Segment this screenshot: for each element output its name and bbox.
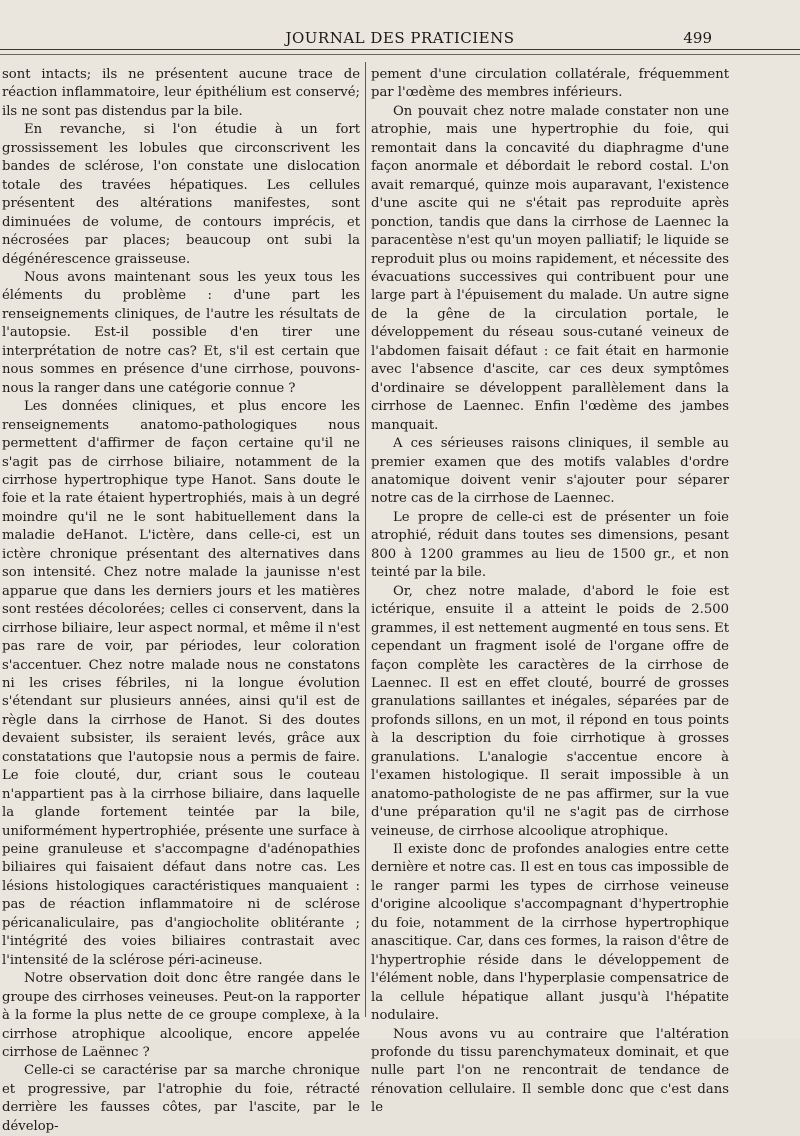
paragraph: sont intacts; ils ne présentent aucune trace de réaction inflammatoire, leur épithélium est conservé; ils ne sont pas distendus par la bile. [2,67,360,119]
paragraph: Notre observation doit donc être rangée dans le groupe des cirrhoses veineuses. Peut-on la rapporter à la forme la plus nette de ce groupe complexe, à la cirrhose atrophique alcoolique, encore appelée cirrhose de Laënnec ? [2,971,360,1061]
paragraph: En revanche, si l'on étudie à un fort grossissement les lobules que circonscrivent les bandes de sclérose, l'on constate une dislocation totale des travées hépatiques. Les cellules présentent des altérations manifestes, sont diminuées de volume, de contours imprécis, et nécrosées par places; beaucoup ont subi la dégénérescence graisseuse. [2,122,360,267]
paragraph: Les données cliniques, et plus encore les renseignements anatomo-pathologiques nous permettent d'affirmer de façon certaine qu'il ne s'agit pas de cirrhose biliaire, notamment de la cirrhose hypertrophique type Hanot. Sans doute le foie et la rate étaient hypertrophiés, mais à un degré moindre qu'il ne le sont habituellement dans la maladie deHanot. L'ictère, dans celle-ci, est un ictère chronique présentant des alternatives dans son intensité. Chez notre malade la jaunisse n'est apparue que dans les derniers jours et les matières sont restées décolorées; celles ci conservent, dans la cirrhose biliaire, leur aspect normal, et même il n'est pas rare de voir, par périodes, leur coloration s'accentuer. Chez notre malade nous ne constatons ni les crises fébriles, ni la longue évolution s'étendant sur plusieurs années, ainsi qu'il est de règle dans la cirrhose de Hanot. Si des doutes devaient subsister, ils seraient levés, grâce aux constatations que l'autopsie nous a permis de faire. Le foie clouté, dur, criant sous le couteau n'appartient pas à la cirrhose biliaire, dans laquelle la glande fortement teintée par la bile, uniformément hypertrophiée, présente une surface à peine granuleuse et s'accompagne d'adénopathies biliaires qui faisaient défaut dans notre cas. Les lésions histologiques caractéristiques manquaient : pas de réaction inflammatoire ni de sclérose péricanaliculaire, pas d'angiocholite oblitérante ; l'intégrité des voies biliaires contrastait avec l'intensité de la sclérose péri-acineuse. [2,399,360,968]
paragraph: Or, chez notre malade, d'abord le foie est ictérique, ensuite il a atteint le poids de 2.500 grammes, il est nettement augmenté en tous sens. Et cependant un fragment isolé de l'organe offre de façon complète les caractères de la cirrhose de Laennec. Il est en effet clouté, bourré de grosses granulations saillantes et inégales, séparées par de profonds sillons, en un mot, il répond en tous points à la description du foie cirrhotique à grosses granulations. L'analogie s'accentue encore à l'examen histologique. Il serait impossible à un anatomo-pathologiste de ne pas affirmer, sur la vue d'une préparation qu'il ne s'agit pas de cirrhose veineuse, de cirrhose alcoolique atrophique. [371,583,729,839]
journal-title: JOURNAL DES PRATICIENS [285,29,515,47]
paragraph: Il existe donc de profondes analogies entre cette dernière et notre cas. Il est en tous cas impossible de le ranger parmi les types de cirrhose veineuse d'origine alcoolique s'accompagnant d'hypertrophie du foie, notamment de la cirrhose hypertrophique anascitique. Car, dans ces formes, la raison d'être de l'hypertrophie réside dans le développement de l'élément noble, dans l'hyperplasie compensatrice de la cellule hépatique allant jusqu'à l'hépatite nodulaire. [371,842,729,1024]
paragraph: On pouvait chez notre malade constater non une atrophie, mais une hypertrophie du foie, qui remontait dans la concavité du diaphragme d'une façon anormale et débordait le rebord costal. L'on avait remarqué, quinze mois auparavant, l'existence d'une ascite qui ne s'était pas reproduite après ponction, tandis que dans la cirrhose de Laennec la paracentèse n'est qu'un moyen palliatif; le liquide se reproduit plus ou moins rapidement, et nécessite des évacuations successives qui contribuent pour une large part à l'épuisement du malade. Un autre signe de la gêne de la circulation portale, le développement du réseau sous-cutané veineux de l'abdomen faisait défaut : ce fait était en harmonie avec l'absence d'ascite, car ces deux symptômes d'ordinaire se développent parallèlement dans la cirrhose de Laennec. Enfin l'œdème des jambes manquait. [371,103,729,433]
left-column [0,66,360,1134]
header-rule [0,49,800,50]
paragraph: Le propre de celle-ci est de présenter un foie atrophié, réduit dans toutes ses dimensions, pesant 800 à 1200 grammes au lieu de 1500 gr., et non teinté par la bile. [371,509,729,581]
paragraph: Nous avons maintenant sous les yeux tous les éléments du problème : d'une part les renseignements cliniques, de l'autre les résultats de l'autopsie. Est-il possible d'en tirer une interprétation de notre cas? Et, s'il est certain que nous sommes en présence d'une cirrhose, pouvons-nous la ranger dans une catégorie connue ? [2,269,360,396]
right-column [371,66,729,1116]
page-number: 499 [683,29,712,47]
header-rule-secondary [0,54,800,55]
paragraph: A ces sérieuses raisons cliniques, il semble au premier examen que des motifs valables d'ordre anatomique doivent venir s'ajouter pour séparer notre cas de la cirrhose de Laennec. [371,436,729,507]
paragraph: Nous avons vu au contraire que l'altération profonde du tissu parenchymateux dominait, et que nulle part l'on ne rencontrait de tendance de rénovation cellulaire. Il semble donc que c'est dans le [371,1026,729,1116]
column-divider [365,62,366,1017]
paragraph: Celle-ci se caractérise par sa marche chronique et progressive, par l'atrophie du foie, rétracté derrière les fausses côtes, par l'ascite, par le dévelop- [2,1063,360,1134]
paragraph: pement d'une circulation collatérale, fréquemment par l'œdème des membres inférieurs. [371,67,729,101]
